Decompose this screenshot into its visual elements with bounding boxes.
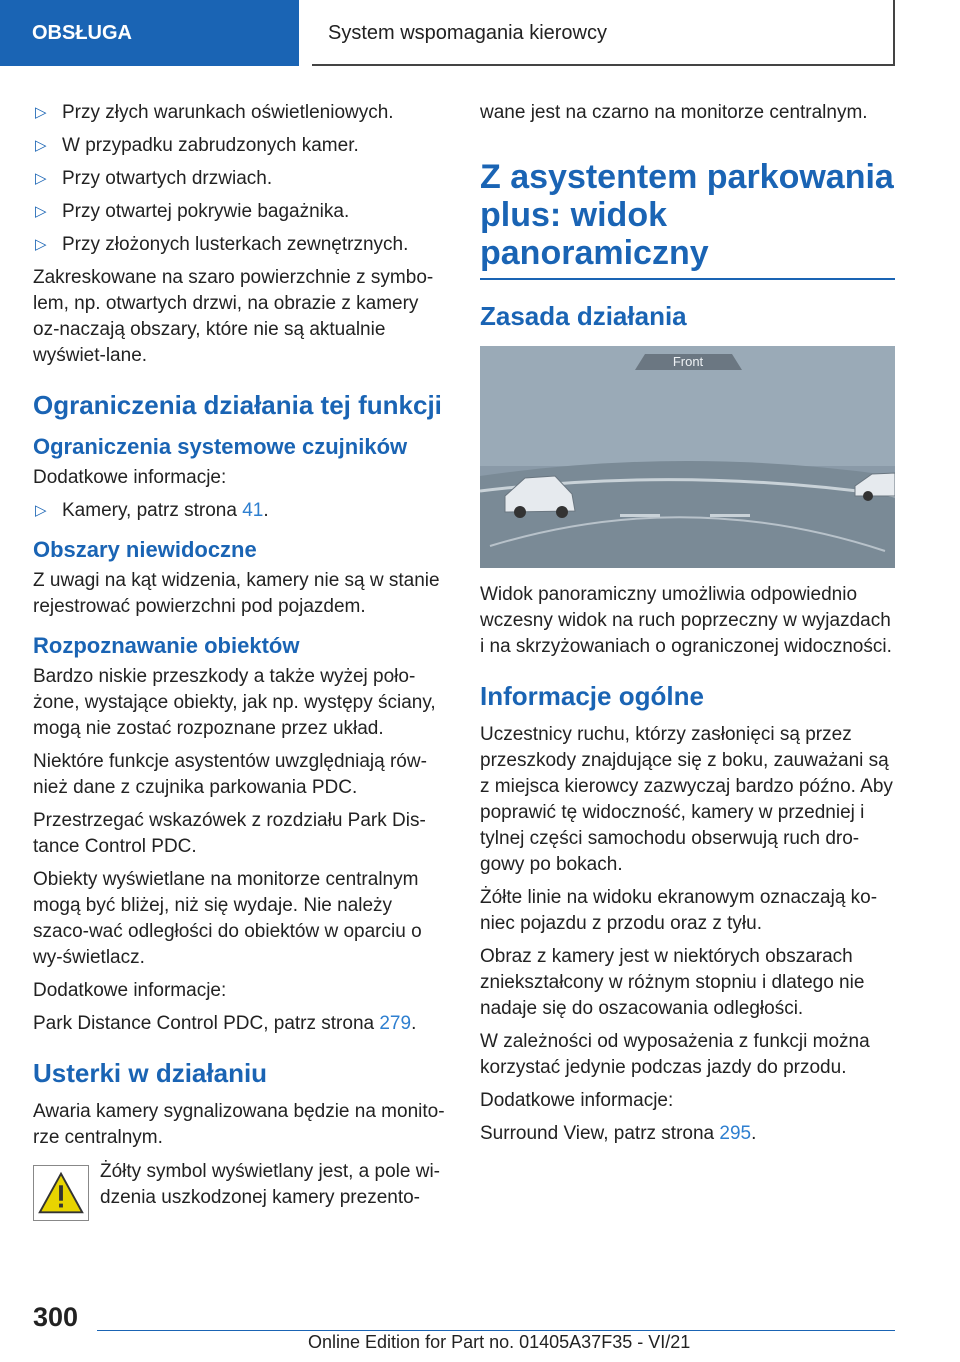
paragraph-general-4: W zależności od wyposażenia z funkcji można korzystać jedynie podczas jazdy do przodu.: [480, 1031, 870, 1078]
camera-view-image: [480, 346, 895, 568]
heading-sensor-limits: Ograniczenia systemowe czujników: [33, 434, 408, 459]
more-info-label: Dodatkowe informacje:: [33, 980, 227, 1001]
heading-faults: Usterki w działaniu: [33, 1058, 268, 1088]
page-link-279[interactable]: 279: [379, 1013, 412, 1034]
bullet-icon: ▷: [35, 203, 47, 220]
page-number: 300: [33, 1302, 79, 1332]
paragraph-objects-2: Niektóre funkcje asystentów uwzględniają rów-nież dane z czujnika parkowania PDC.: [33, 751, 427, 798]
paragraph-continued: wane jest na czarno na monitorze centralnym.: [480, 102, 868, 123]
bullet-icon: ▷: [35, 104, 47, 121]
paragraph-principle: Widok panoramiczny umożliwia odpowiednio wczesny widok na ruch poprzeczny w wyjazdach i na skrzyżowaniach o ograniczonej widoczności.: [480, 584, 892, 657]
warning-note: [33, 1159, 448, 1211]
heading-object-detection: Rozpoznawanie obiektów: [33, 633, 300, 658]
bullet-icon: ▷: [35, 236, 47, 253]
right-column: [480, 100, 895, 1154]
paragraph-blind-areas: Z uwagi na kąt widzenia, kamery nie są w stanie rejestrować powierzchni pod pojazdem.: [33, 570, 440, 617]
heading-principle: Zasada działania: [480, 301, 687, 331]
paragraph-objects-3: Przestrzegać wskazówek z rozdziału Park Dis-tance Control PDC.: [33, 810, 426, 857]
list-item: ▷ Przy otwartej pokrywie bagażnika.: [33, 199, 448, 225]
warning-triangle-icon: [33, 1165, 89, 1221]
paragraph-objects-1: Bardzo niskie przeszkody a także wyżej poło-żone, wystające obiekty, jak np. występy ściany, mogą nie zostać rozpoznane przez układ.: [33, 666, 436, 739]
paragraph-general-3: Obraz z kamery jest w niektórych obszarach zniekształcony w różnym stopniu i dlatego nie nadaje się do oszacowania odległości.: [480, 946, 865, 1019]
camera-front-label: Front: [672, 354, 704, 369]
page-link-41[interactable]: 41: [242, 500, 264, 521]
paragraph-general-2: Żółte linie na widoku ekranowym oznaczają ko-niec pojazdu z przodu oraz z tyłu.: [480, 887, 878, 934]
paragraph-warning: Żółty symbol wyświetlany jest, a pole wi-dzenia uszkodzonej kamery prezento-: [100, 1161, 440, 1208]
chapter-title: System wspomagania kierowcy: [312, 0, 895, 66]
bullet-icon: ▷: [35, 137, 47, 154]
more-info-label: Dodatkowe informacje:: [33, 467, 227, 488]
footer-divider: [97, 1330, 895, 1331]
heading-panorama-view: Z asystentem parkowania plus: widok panoramiczny: [480, 158, 895, 280]
heading-limits: Ograniczenia działania tej funkcji: [33, 390, 442, 420]
list-item: ▷ Przy złych warunkach oświetleniowych.: [33, 100, 448, 126]
paragraph-hatched-areas: Zakreskowane na szaro powierzchnie z symbo-lem, np. otwartych drzwi, na obrazie z kamery oz-naczają obszary, które nie są aktualnie wyświet-lane.: [33, 267, 434, 366]
heading-general-info: Informacje ogólne: [480, 681, 704, 711]
more-info-label: Dodatkowe informacje:: [480, 1090, 674, 1111]
list-item: ▷ Przy złożonych lusterkach zewnętrznych.: [33, 232, 448, 258]
page-link-295[interactable]: 295: [719, 1123, 752, 1144]
section-tab: OBSŁUGA: [0, 0, 299, 66]
heading-blind-areas: Obszary niewidoczne: [33, 537, 257, 562]
list-item: ▷ Kamery, patrz strona 41.: [33, 498, 448, 524]
footer-edition: Online Edition for Part no. 01405A37F35 - VI/21: [308, 1332, 691, 1352]
paragraph-objects-4: Obiekty wyświetlane na monitorze centralnym mogą być bliżej, niż się wydaje. Nie należy szaco-wać odległości do obiektów w oparciu o wy-świetlacz.: [33, 869, 422, 968]
bullet-icon: ▷: [35, 502, 47, 519]
list-item: ▷ W przypadku zabrudzonych kamer.: [33, 133, 448, 159]
bullet-icon: ▷: [35, 170, 47, 187]
paragraph-general-1: Uczestnicy ruchu, którzy zasłonięci są przez przeszkody znajdujące się z boku, zauważani są z miejsca kierowcy zazwyczaj bardzo późno. Aby poprawić tę widoczność, kamery w przedniej i tylnej części samochodu obserwują ruch dro-gowy po bokach.: [480, 724, 893, 875]
paragraph-fault: Awaria kamery sygnalizowana będzie na monito-rze centralnym.: [33, 1101, 445, 1148]
pdc-reference: Park Distance Control PDC, patrz strona 279.: [33, 1013, 417, 1034]
surround-view-reference: Surround View, patrz strona 295.: [480, 1123, 757, 1144]
list-item: ▷ Przy otwartych drzwiach.: [33, 166, 448, 192]
left-column: [33, 100, 448, 1218]
